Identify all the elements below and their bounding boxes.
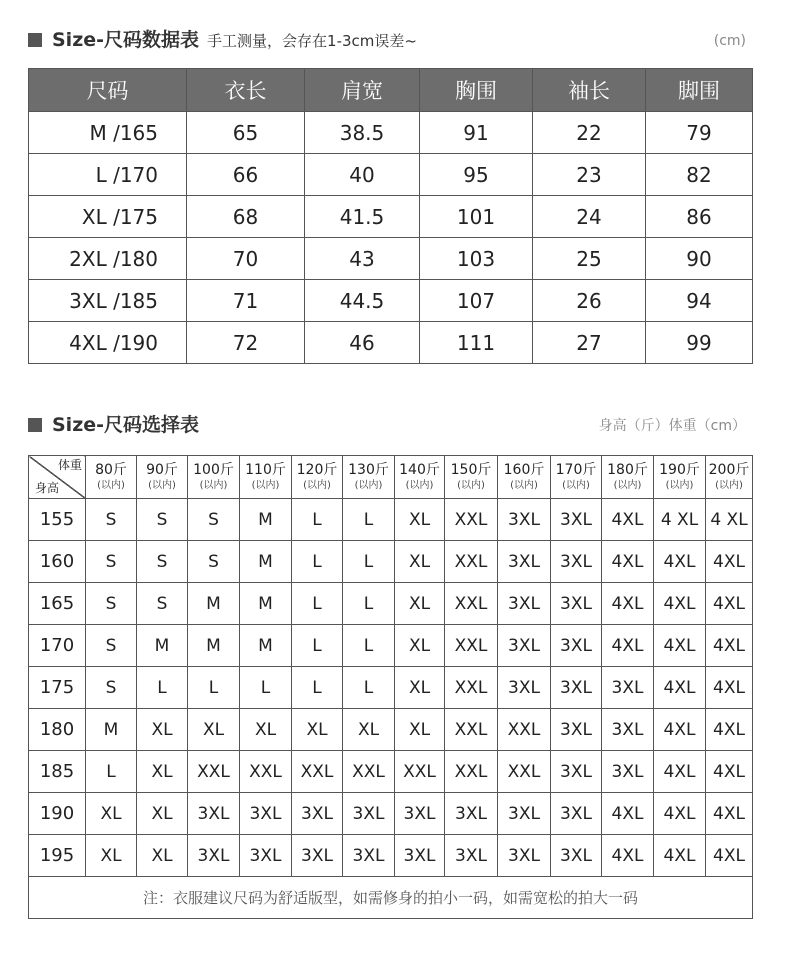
measurement-cell: 44.5 — [305, 280, 420, 322]
recommended-size-cell: 4XL — [654, 625, 706, 667]
recommended-size-cell: XL — [395, 499, 445, 541]
recommended-size-cell: 4XL — [602, 583, 654, 625]
recommended-size-cell: XL — [137, 751, 188, 793]
recommended-size-cell: L — [292, 541, 343, 583]
measurement-cell: 26 — [533, 280, 646, 322]
recommended-size-cell: L — [343, 499, 395, 541]
recommended-size-cell: 3XL — [551, 793, 602, 835]
recommended-size-cell: XL — [395, 541, 445, 583]
recommended-size-cell: XL — [137, 835, 188, 877]
measurement-cell: 82 — [646, 154, 753, 196]
section-title: Size-尺码选择表 — [52, 414, 200, 436]
measurement-cell: 27 — [533, 322, 646, 364]
size-selection-section-header — [28, 413, 750, 437]
measurement-cell: 24 — [533, 196, 646, 238]
weight-label: 150斤 — [450, 461, 492, 478]
size-selection-table — [28, 455, 753, 919]
weight-note: (以内) — [613, 480, 642, 492]
header-chest: 胸围 — [420, 69, 533, 112]
recommended-size-cell: 3XL — [498, 583, 551, 625]
recommended-size-cell: L — [343, 583, 395, 625]
recommended-size-cell: M — [240, 541, 292, 583]
recommended-size-cell: 3XL — [498, 625, 551, 667]
recommended-size-cell: M — [188, 583, 240, 625]
header-shoulder: 肩宽 — [305, 69, 420, 112]
fit-note: 注：衣服建议尺码为舒适版型，如需修身的拍小一码，如需宽松的拍大一码 — [29, 877, 753, 919]
note-row — [29, 877, 753, 919]
header-hem: 脚围 — [646, 69, 753, 112]
table-row — [29, 196, 753, 238]
recommended-size-cell: 3XL — [188, 793, 240, 835]
weight-note: (以内) — [251, 480, 280, 492]
recommended-size-cell: XXL — [498, 709, 551, 751]
weight-note: (以内) — [199, 480, 228, 492]
weight-note: (以内) — [303, 480, 331, 492]
measurement-cell: 65 — [187, 112, 305, 154]
measurement-cell: 103 — [420, 238, 533, 280]
recommended-size-cell: 3XL — [551, 583, 602, 625]
corner-height-label: 身高 — [35, 480, 60, 495]
weight-label: 190斤 — [659, 461, 700, 478]
recommended-size-cell: 3XL — [551, 499, 602, 541]
height-cell: 185 — [29, 751, 86, 793]
measurement-cell: 99 — [646, 322, 753, 364]
header-length: 衣长 — [187, 69, 305, 112]
recommended-size-cell: 4XL — [654, 793, 706, 835]
table-row — [29, 625, 753, 667]
measurement-cell: 23 — [533, 154, 646, 196]
recommended-size-cell: 3XL — [498, 499, 551, 541]
recommended-size-cell: L — [188, 667, 240, 709]
recommended-size-cell: 3XL — [498, 541, 551, 583]
height-cell: 175 — [29, 667, 86, 709]
height-cell: 170 — [29, 625, 86, 667]
weight-label: 130斤 — [348, 461, 389, 478]
section-marker-square — [28, 33, 42, 47]
recommended-size-cell: XXL — [445, 541, 498, 583]
table-row — [29, 583, 753, 625]
recommended-size-cell: L — [137, 667, 188, 709]
measurement-cell: 41.5 — [305, 196, 420, 238]
recommended-size-cell: 4XL — [706, 709, 753, 751]
recommended-size-cell: 3XL — [498, 793, 551, 835]
weight-header-cell — [445, 456, 498, 499]
weight-header-row — [29, 456, 753, 499]
recommended-size-cell: 4XL — [706, 583, 753, 625]
weight-note: (以内) — [457, 480, 485, 492]
weight-header-cell — [551, 456, 602, 499]
size-cell: M /165 — [29, 112, 187, 154]
recommended-size-cell: 3XL — [602, 709, 654, 751]
recommended-size-cell: S — [86, 625, 137, 667]
recommended-size-cell: 4XL — [706, 541, 753, 583]
height-cell: 195 — [29, 835, 86, 877]
recommended-size-cell: 3XL — [395, 793, 445, 835]
recommended-size-cell: 3XL — [445, 793, 498, 835]
measurement-cell: 25 — [533, 238, 646, 280]
recommended-size-cell: 4XL — [654, 751, 706, 793]
weight-label: 170斤 — [555, 461, 597, 478]
recommended-size-cell: S — [137, 583, 188, 625]
weight-header-cell — [395, 456, 445, 499]
weight-header-cell — [654, 456, 706, 499]
recommended-size-cell: 4XL — [654, 583, 706, 625]
corner-cell — [29, 456, 86, 499]
weight-note: (以内) — [562, 480, 590, 492]
section-title: Size-尺码数据表 手工测量，会存在1-3cm误差~ — [52, 29, 417, 51]
header-sleeve: 袖长 — [533, 69, 646, 112]
measurement-cell: 94 — [646, 280, 753, 322]
recommended-size-cell: XL — [188, 709, 240, 751]
measurement-cell: 91 — [420, 112, 533, 154]
recommended-size-cell: XL — [137, 709, 188, 751]
weight-header-cell — [343, 456, 395, 499]
recommended-size-cell: 4XL — [654, 835, 706, 877]
recommended-size-cell: 4XL — [654, 541, 706, 583]
weight-note: (以内) — [715, 480, 743, 492]
table-row — [29, 751, 753, 793]
weight-label: 120斤 — [296, 461, 338, 478]
recommended-size-cell: 3XL — [445, 835, 498, 877]
recommended-size-cell: S — [188, 541, 240, 583]
measurement-cell: 43 — [305, 238, 420, 280]
weight-note: (以内) — [97, 480, 125, 492]
corner-weight-label: 体重 — [57, 458, 82, 472]
recommended-size-cell: 4XL — [602, 541, 654, 583]
recommended-size-cell: L — [343, 667, 395, 709]
table-row — [29, 154, 753, 196]
recommended-size-cell: 3XL — [602, 751, 654, 793]
size-cell: L /170 — [29, 154, 187, 196]
recommended-size-cell: 4XL — [706, 835, 753, 877]
recommended-size-cell: 4 XL — [654, 499, 706, 541]
recommended-size-cell: M — [240, 499, 292, 541]
recommended-size-cell: XL — [137, 793, 188, 835]
measurement-cell: 95 — [420, 154, 533, 196]
recommended-size-cell: XXL — [445, 583, 498, 625]
table-row — [29, 541, 753, 583]
header-size: 尺码 — [29, 69, 187, 112]
recommended-size-cell: 3XL — [188, 835, 240, 877]
weight-note: (以内) — [148, 480, 176, 492]
height-cell: 160 — [29, 541, 86, 583]
recommended-size-cell: L — [86, 751, 137, 793]
size-data-table — [28, 68, 753, 364]
recommended-size-cell: 4 XL — [706, 499, 753, 541]
recommended-size-cell: 4XL — [602, 625, 654, 667]
table-row — [29, 667, 753, 709]
recommended-size-cell: M — [240, 583, 292, 625]
measurement-cell: 70 — [187, 238, 305, 280]
measurement-cell: 22 — [533, 112, 646, 154]
recommended-size-cell: XL — [395, 625, 445, 667]
recommended-size-cell: 4XL — [706, 793, 753, 835]
measurement-cell: 40 — [305, 154, 420, 196]
recommended-size-cell: 3XL — [395, 835, 445, 877]
recommended-size-cell: S — [86, 583, 137, 625]
table-row — [29, 835, 753, 877]
table-row — [29, 709, 753, 751]
weight-label: 100斤 — [193, 461, 234, 478]
recommended-size-cell: 3XL — [602, 667, 654, 709]
recommended-size-cell: XXL — [498, 751, 551, 793]
recommended-size-cell: M — [188, 625, 240, 667]
recommended-size-cell: 3XL — [292, 793, 343, 835]
height-cell: 180 — [29, 709, 86, 751]
weight-note: (以内) — [510, 480, 538, 492]
measurement-cell: 71 — [187, 280, 305, 322]
recommended-size-cell: 4XL — [602, 793, 654, 835]
recommended-size-cell: 3XL — [343, 835, 395, 877]
weight-note: (以内) — [354, 480, 383, 492]
measurement-cell: 66 — [187, 154, 305, 196]
recommended-size-cell: L — [292, 583, 343, 625]
recommended-size-cell: 3XL — [551, 835, 602, 877]
recommended-size-cell: XXL — [343, 751, 395, 793]
weight-header-cell — [86, 456, 137, 499]
measurement-cell: 86 — [646, 196, 753, 238]
measurement-cell: 38.5 — [305, 112, 420, 154]
recommended-size-cell: S — [137, 541, 188, 583]
recommended-size-cell: XL — [86, 835, 137, 877]
weight-header-cell — [602, 456, 654, 499]
recommended-size-cell: L — [240, 667, 292, 709]
weight-label: 140斤 — [399, 461, 440, 478]
recommended-size-cell: XXL — [445, 667, 498, 709]
size-cell: 3XL /185 — [29, 280, 187, 322]
table-row — [29, 793, 753, 835]
size-cell: 4XL /190 — [29, 322, 187, 364]
measurement-cell: 46 — [305, 322, 420, 364]
weight-label: 160斤 — [503, 461, 545, 478]
weight-header-cell — [137, 456, 188, 499]
table-row — [29, 238, 753, 280]
recommended-size-cell: 3XL — [498, 667, 551, 709]
table-row — [29, 499, 753, 541]
recommended-size-cell: M — [240, 625, 292, 667]
weight-label: 200斤 — [708, 461, 750, 478]
size-data-section-header — [28, 28, 750, 52]
recommended-size-cell: 3XL — [551, 541, 602, 583]
measurement-cell: 79 — [646, 112, 753, 154]
recommended-size-cell: S — [86, 667, 137, 709]
recommended-size-cell: XXL — [188, 751, 240, 793]
measurement-cell: 107 — [420, 280, 533, 322]
recommended-size-cell: XXL — [292, 751, 343, 793]
recommended-size-cell: L — [292, 499, 343, 541]
recommended-size-cell: 3XL — [551, 709, 602, 751]
weight-header-cell — [706, 456, 753, 499]
table-row — [29, 322, 753, 364]
table-row — [29, 280, 753, 322]
recommended-size-cell: S — [86, 541, 137, 583]
table-row — [29, 112, 753, 154]
recommended-size-cell: S — [86, 499, 137, 541]
recommended-size-cell: 3XL — [240, 793, 292, 835]
measurement-cell: 68 — [187, 196, 305, 238]
recommended-size-cell: XL — [395, 667, 445, 709]
height-cell: 190 — [29, 793, 86, 835]
recommended-size-cell: 4XL — [654, 667, 706, 709]
recommended-size-cell: 4XL — [602, 499, 654, 541]
recommended-size-cell: XL — [343, 709, 395, 751]
recommended-size-cell: 4XL — [706, 667, 753, 709]
size-cell: 2XL /180 — [29, 238, 187, 280]
weight-header-cell — [292, 456, 343, 499]
table-header-row — [29, 69, 753, 112]
height-cell: 165 — [29, 583, 86, 625]
weight-note: (以内) — [665, 480, 694, 492]
recommended-size-cell: 3XL — [551, 667, 602, 709]
recommended-size-cell: 3XL — [551, 625, 602, 667]
recommended-size-cell: L — [343, 541, 395, 583]
weight-label: 80斤 — [95, 461, 127, 478]
recommended-size-cell: 4XL — [706, 625, 753, 667]
recommended-size-cell: XXL — [445, 751, 498, 793]
recommended-size-cell: XXL — [395, 751, 445, 793]
recommended-size-cell: 4XL — [706, 751, 753, 793]
weight-label: 110斤 — [245, 461, 286, 478]
recommended-size-cell: 3XL — [498, 835, 551, 877]
recommended-size-cell: 3XL — [551, 751, 602, 793]
weight-header-cell — [240, 456, 292, 499]
legend-label: 身高（斤）体重（cm） — [598, 418, 746, 434]
recommended-size-cell: 3XL — [292, 835, 343, 877]
recommended-size-cell: L — [292, 667, 343, 709]
recommended-size-cell: XXL — [445, 709, 498, 751]
recommended-size-cell: XL — [86, 793, 137, 835]
weight-header-cell — [498, 456, 551, 499]
recommended-size-cell: 3XL — [343, 793, 395, 835]
recommended-size-cell: S — [188, 499, 240, 541]
recommended-size-cell: 3XL — [240, 835, 292, 877]
weight-header-cell — [188, 456, 240, 499]
measurement-cell: 111 — [420, 322, 533, 364]
recommended-size-cell: XL — [395, 709, 445, 751]
recommended-size-cell: 4XL — [654, 709, 706, 751]
recommended-size-cell: M — [86, 709, 137, 751]
weight-note: (以内) — [405, 480, 434, 492]
recommended-size-cell: L — [292, 625, 343, 667]
section-subtitle: 手工测量，会存在1-3cm误差~ — [207, 32, 417, 50]
recommended-size-cell: XXL — [445, 499, 498, 541]
recommended-size-cell: XXL — [445, 625, 498, 667]
recommended-size-cell: M — [137, 625, 188, 667]
measurement-cell: 90 — [646, 238, 753, 280]
recommended-size-cell: XL — [240, 709, 292, 751]
recommended-size-cell: XXL — [240, 751, 292, 793]
recommended-size-cell: XL — [395, 583, 445, 625]
recommended-size-cell: XL — [292, 709, 343, 751]
weight-label: 180斤 — [607, 461, 648, 478]
section-marker-square — [28, 418, 42, 432]
recommended-size-cell: S — [137, 499, 188, 541]
recommended-size-cell: 4XL — [602, 835, 654, 877]
measurement-cell: 72 — [187, 322, 305, 364]
weight-label: 90斤 — [146, 461, 178, 478]
recommended-size-cell: L — [343, 625, 395, 667]
measurement-cell: 101 — [420, 196, 533, 238]
size-cell: XL /175 — [29, 196, 187, 238]
unit-label: (cm) — [713, 33, 746, 49]
height-cell: 155 — [29, 499, 86, 541]
